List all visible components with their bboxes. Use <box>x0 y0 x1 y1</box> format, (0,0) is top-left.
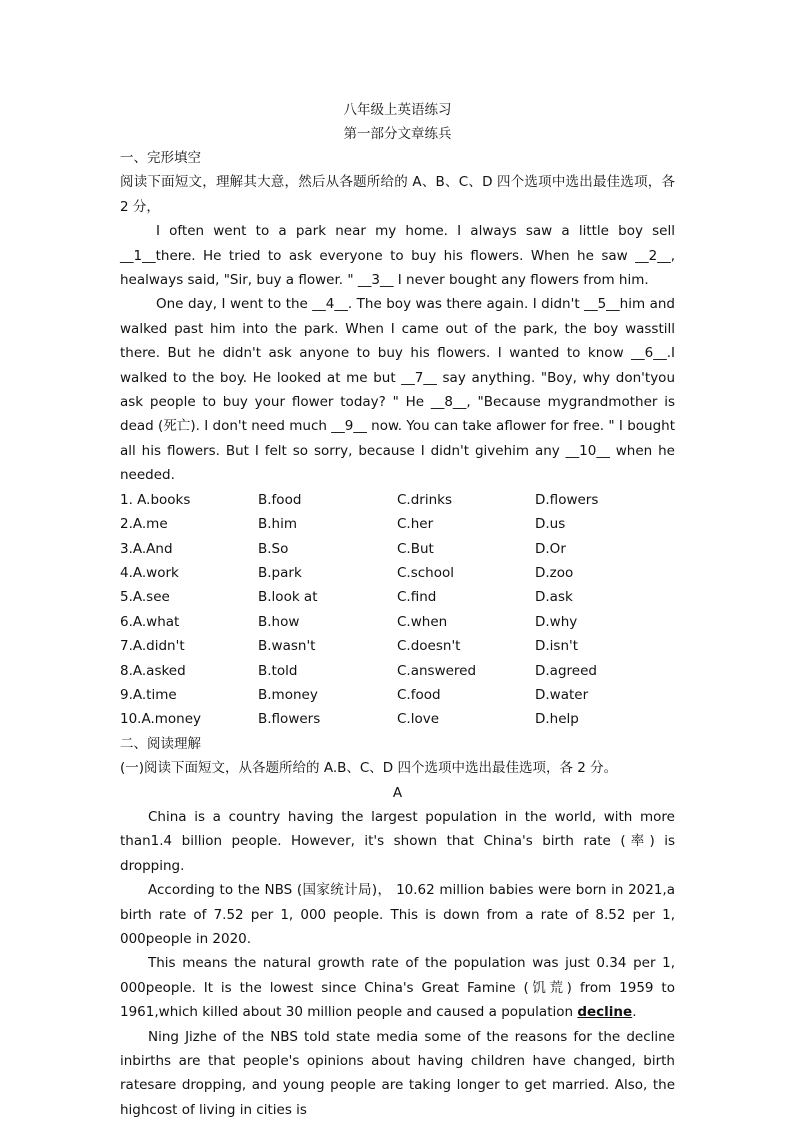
option-a: 9.A.time <box>120 686 177 703</box>
option-row <box>120 561 675 585</box>
reading-paragraph-3 <box>120 951 675 1024</box>
option-c: C.answered <box>397 662 477 679</box>
option-c: C.find <box>397 589 437 606</box>
option-b: B.how <box>258 613 300 630</box>
option-c: C.school <box>397 564 454 581</box>
option-a: 6.A.what <box>120 613 180 630</box>
section2-instruction: (一)阅读下面短文，从各题所给的 A.B、C、D 四个选项中选出最佳选项，各 2 分。 <box>120 760 618 777</box>
option-row <box>120 634 675 658</box>
document-subtitle: 第一部分文章练兵 <box>343 126 452 142</box>
option-b: B.look at <box>258 589 318 606</box>
option-c: C.her <box>397 516 434 533</box>
option-b: B.told <box>258 662 298 679</box>
option-b: B.him <box>258 516 298 533</box>
option-a: 2.A.me <box>120 516 168 533</box>
option-c: C.food <box>397 686 441 703</box>
option-c: C.love <box>397 711 440 728</box>
option-d: D.flowers <box>535 491 599 508</box>
option-c: C.But <box>397 540 434 557</box>
option-c: C.when <box>397 613 448 630</box>
option-a: 1. A.books <box>120 491 191 508</box>
option-d: D.zoo <box>535 564 574 581</box>
reading-paragraph-1: China is a country having the largest population in the world, with more than1.4 billion people. However, it's shown that China's birth rate (率) is dropping. <box>120 808 675 874</box>
underlined-word: decline <box>577 1004 633 1021</box>
option-b: B.So <box>258 540 289 557</box>
cloze-paragraph-2: One day, I went to the __4__. The boy was there again. I didn't __5__him and walked past him into the park. When I came out of the park, the boy wasstill there. But he didn't ask anyone to buy his flowers. I wanted to know __6__.I walked to the boy. He looked at me but __7__ say anything. "Boy, why don'tyou ask people to buy your flower today? " He __8__, "Because mygrandmother is dead (死亡). I don't need much __9__ now. You can take aflower for free. " I bought all his flowers. But I felt so sorry, because I didn't givehim any __10__ when he needed. <box>120 296 675 484</box>
option-b: B.flowers <box>258 711 321 728</box>
section2-heading: 二、阅读理解 <box>120 735 201 752</box>
passage-label: A <box>392 784 403 801</box>
option-a: 7.A.didn't <box>120 638 185 655</box>
reading-text: This means the natural growth rate of the population was just 0.34 per 1, 000people. It is the lowest since China's Great Famine (饥荒) from 1959 to 1961,which killed about 30 million people and caused a population <box>120 955 675 1021</box>
option-row <box>120 512 675 536</box>
reading-paragraph-4: Ning Jizhe of the NBS told state media some of the reasons for the decline inbirths are that people's opinions about having children have changed, birth ratesare dropping, and young people are taking longer to get married. Also, the highcost of living in cities is <box>120 1028 675 1118</box>
option-b: B.wasn't <box>258 638 316 655</box>
option-row <box>120 537 675 561</box>
option-row <box>120 488 675 512</box>
option-c: C.drinks <box>397 491 452 508</box>
option-a: 10.A.money <box>120 711 202 728</box>
option-row <box>120 659 675 683</box>
option-d: D.water <box>535 686 589 703</box>
option-row <box>120 610 675 634</box>
option-a: 5.A.see <box>120 589 170 606</box>
option-c: C.doesn't <box>397 638 461 655</box>
option-d: D.agreed <box>535 662 597 679</box>
option-d: D.ask <box>535 589 573 606</box>
cloze-options <box>120 488 675 732</box>
cloze-paragraph-1: I often went to a park near my home. I always saw a little boy sell __1__there. He tried to ask everyone to buy his flowers. When he saw __2__, healways said, "Sir, buy a flower. " __3__ I never bought any flowers from him. <box>120 223 675 289</box>
section1-instruction: 阅读下面短文，理解其大意，然后从各题所给的 A、B、C、D 四个选项中选出最佳选项，各 2 分， <box>120 174 675 215</box>
option-d: D.why <box>535 613 578 630</box>
option-row <box>120 585 675 609</box>
section1-heading: 一、完形填空 <box>120 150 201 166</box>
option-b: B.food <box>258 491 302 508</box>
option-row <box>120 683 675 707</box>
reading-text: . <box>632 1004 637 1021</box>
option-d: D.Or <box>535 540 566 557</box>
document-content <box>120 98 675 1122</box>
option-a: 4.A.work <box>120 564 179 581</box>
option-d: D.isn't <box>535 638 579 655</box>
option-d: D.us <box>535 516 566 533</box>
option-a: 8.A.asked <box>120 662 186 679</box>
option-a: 3.A.And <box>120 540 173 557</box>
reading-paragraph-2: According to the NBS (国家统计局)， 10.62 million babies were born in 2021,a birth rate of 7.52 per 1, 000 people. This is down from a rate of 8.52 per 1, 000people in 2020. <box>120 882 675 947</box>
option-b: B.park <box>258 564 302 581</box>
option-d: D.help <box>535 711 579 728</box>
option-b: B.money <box>258 686 318 703</box>
document-title: 八年级上英语练习 <box>343 102 452 118</box>
option-row <box>120 707 675 731</box>
